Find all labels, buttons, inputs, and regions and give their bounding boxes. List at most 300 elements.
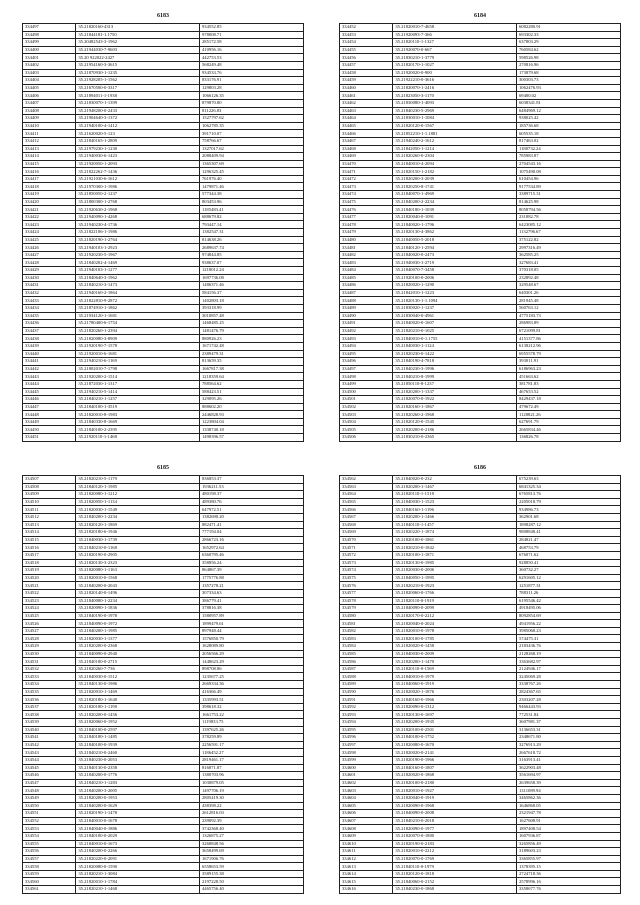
cell-code: 35.21840030-1-1523	[393, 498, 517, 506]
cell-value: 6484969.12	[517, 107, 621, 115]
cell-value: 307334.63	[200, 589, 304, 597]
table-row	[23, 99, 304, 107]
table-row	[23, 476, 304, 484]
cell-value: 1936211.53	[200, 483, 304, 491]
cell-id: 334530	[23, 650, 76, 658]
table-row	[340, 832, 621, 840]
cell-value: 1030879.05	[200, 779, 304, 787]
data-table	[22, 23, 304, 442]
cell-value: 1326875.27	[200, 832, 304, 840]
table-row	[23, 650, 304, 658]
table-row	[23, 559, 304, 567]
table-row	[23, 544, 304, 552]
cell-code: 35.21840202-4-1469	[76, 259, 200, 267]
table-row	[340, 589, 621, 597]
table-row	[340, 84, 621, 92]
cell-code: 35.21979230-1-1230	[76, 145, 200, 153]
cell-id: 334439	[23, 342, 76, 350]
table-row	[23, 77, 304, 85]
cell-value: 410956.16	[200, 46, 304, 54]
table-row	[340, 403, 621, 411]
cell-value: 4151377.86	[517, 335, 621, 343]
cell-code: 35.21840010-0-1673	[76, 840, 200, 848]
cell-code: 35.21820020-0-2141	[393, 749, 517, 757]
table-row	[23, 403, 304, 411]
cell-id: 334558	[23, 863, 76, 871]
cell-code: 35.21820210-1-3084	[76, 870, 200, 878]
cell-value: 185736.68	[517, 122, 621, 130]
cell-id: 334564	[340, 491, 393, 499]
cell-value: 785983.87	[517, 153, 621, 161]
cell-code: 35.21820260-0-2304	[393, 153, 517, 161]
table-row	[340, 779, 621, 787]
cell-value: 2128268.19	[517, 650, 621, 658]
table-row	[23, 711, 304, 719]
cell-id: 334428	[23, 259, 76, 267]
cell-value: 3268848.56	[200, 840, 304, 848]
cell-id: 334464	[340, 115, 393, 123]
cell-code: 35.21820010-1-1784	[76, 878, 200, 886]
cell-code: 35.21940230-4-1736	[76, 221, 200, 229]
cell-value: 574475.31	[517, 635, 621, 643]
cell-id: 334476	[340, 206, 393, 214]
cell-value: 1481476.79	[200, 327, 304, 335]
table-row	[23, 175, 304, 183]
table-row	[340, 855, 621, 863]
cell-value: 627691.79	[517, 418, 621, 426]
cell-id: 334581	[340, 620, 393, 628]
cell-value: 675239.63	[517, 476, 621, 484]
cell-id: 334551	[23, 810, 76, 818]
table-row	[340, 703, 621, 711]
table-row	[23, 582, 304, 590]
cell-code: 35.21840090-0-2099	[393, 605, 517, 613]
cell-value: 568249.48	[200, 61, 304, 69]
table-row	[340, 130, 621, 138]
cell-id: 334452	[340, 24, 393, 32]
cell-code: 35.21820010-0-2212	[393, 848, 517, 856]
cell-code: 35.21822106-1-1986	[76, 229, 200, 237]
cell-code: 35.21830010-1-1084	[393, 115, 517, 123]
table-row	[340, 327, 621, 335]
cell-code: 35.21940100-4-1412	[76, 122, 200, 130]
cell-id: 334550	[23, 802, 76, 810]
cell-code: 35.21820030-0-2006	[393, 567, 517, 575]
cell-id: 334495	[340, 350, 393, 358]
cell-code: 35.21820200-3-2039	[393, 175, 517, 183]
cell-value: 1338740.18	[200, 426, 304, 434]
cell-value: 6038341.81	[517, 99, 621, 107]
cell-id: 334576	[340, 582, 393, 590]
cell-id: 334458	[340, 69, 393, 77]
table-row	[340, 137, 621, 145]
cell-code: 35.21820140-0-1496	[76, 589, 200, 597]
cell-value: 239092.39	[200, 817, 304, 825]
cell-id: 334612	[340, 855, 393, 863]
table-row	[340, 544, 621, 552]
table-row	[340, 69, 621, 77]
cell-code: 35.21830020-1-1237	[393, 304, 517, 312]
table-row	[340, 373, 621, 381]
cell-value: 1128821.26	[517, 411, 621, 419]
data-table	[339, 475, 621, 894]
table-row	[23, 31, 304, 39]
cell-id: 334466	[340, 130, 393, 138]
cell-code: 35.21944030-7-9603	[76, 46, 200, 54]
cell-value: 6195546.42	[517, 597, 621, 605]
cell-code: 35.21820200-1-1337	[393, 388, 517, 396]
cell-id: 334412	[23, 137, 76, 145]
table-row	[340, 267, 621, 275]
cell-code: 35.21820210-0-1025	[393, 327, 517, 335]
cell-code: 35.21820020-0-1458	[393, 643, 517, 651]
cell-code: 35.21820010-7-4658	[393, 24, 517, 32]
cell-id: 334587	[340, 665, 393, 673]
cell-value: 1218359.64	[200, 373, 304, 381]
cell-value: 173879.68	[517, 69, 621, 77]
table-row	[340, 787, 621, 795]
cell-code: 35.21820060-0-1952	[76, 719, 200, 727]
cell-value: 1397625.26	[200, 726, 304, 734]
cell-code: 35.21822262-7-1436	[76, 168, 200, 176]
cell-code: 35.21840020-0-2473	[393, 251, 517, 259]
table-row	[23, 388, 304, 396]
cell-code: 35.21802010-7-1798	[76, 365, 200, 373]
cell-value: 375122.82	[517, 236, 621, 244]
cell-code: 35.21840100-1-3519	[76, 403, 200, 411]
cell-value: 360732.27	[517, 567, 621, 575]
cell-value: 1628089.80	[200, 643, 304, 651]
cell-id: 334556	[23, 848, 76, 856]
table-row	[23, 567, 304, 575]
cell-id: 334592	[340, 703, 393, 711]
cell-code: 35.21820220-1-1874	[393, 529, 517, 537]
cell-value: 3189603.23	[517, 848, 621, 856]
table-row	[23, 244, 304, 252]
cell-id: 334524	[23, 605, 76, 613]
cell-id: 334455	[340, 46, 393, 54]
cell-code: 35.21840210-0-1168	[76, 544, 200, 552]
cell-id: 334507	[23, 476, 76, 484]
table-row	[23, 696, 304, 704]
cell-id: 334489	[340, 304, 393, 312]
cell-id: 334536	[23, 696, 76, 704]
cell-value: 938025.42	[517, 115, 621, 123]
table-row	[340, 794, 621, 802]
cell-code: 35.21920010-6-1681	[76, 350, 200, 358]
table-row	[23, 297, 304, 305]
cell-id: 334514	[23, 529, 76, 537]
cell-value: 938637.07	[200, 259, 304, 267]
cell-value: 232892.48	[517, 274, 621, 282]
table-row	[23, 574, 304, 582]
cell-value: 1498396.57	[200, 434, 304, 442]
cell-code: 35.21870930-1-1235	[76, 69, 200, 77]
cell-value: 378816.38	[200, 605, 304, 613]
cell-code: 35.21820070-1-2416	[393, 84, 517, 92]
cell-value: 468753.79	[517, 544, 621, 552]
cell-code: 35.21820100-0-2501	[393, 726, 517, 734]
cell-code: 35.21820190-1-1478	[76, 810, 200, 818]
table-row	[340, 551, 621, 559]
cell-code: 35.21840200-0-2266	[76, 848, 200, 856]
cell-value: 286983.89	[517, 320, 621, 328]
table-row	[340, 175, 621, 183]
cell-id: 334479	[340, 229, 393, 237]
cell-code: 35.21840100-0-1752	[393, 734, 517, 742]
cell-code: 35.21840020-0-1607	[393, 320, 517, 328]
cell-id: 334475	[340, 198, 393, 206]
cell-value: 1580957.89	[200, 612, 304, 620]
cell-id: 334568	[340, 521, 393, 529]
cell-value: 479672.49	[517, 403, 621, 411]
cell-id: 334541	[23, 734, 76, 742]
table-row	[340, 643, 621, 651]
table-row	[23, 506, 304, 514]
table-row	[23, 137, 304, 145]
table-panel-6184	[339, 12, 621, 442]
cell-value: 1468485.25	[200, 320, 304, 328]
cell-value: 270816.96	[517, 61, 621, 69]
cell-code: 35.21820200-0-2368	[76, 643, 200, 651]
cell-value: 6765813.76	[517, 491, 621, 499]
cell-value: 2303207.28	[517, 696, 621, 704]
cell-code: 35.21800300-1-2768	[76, 198, 200, 206]
cell-code: 35.21840010-0-1.1755	[393, 335, 517, 343]
cell-value: 2056566.29	[200, 650, 304, 658]
cell-value: 3589155.38	[200, 870, 304, 878]
cell-value: 758766.67	[200, 137, 304, 145]
cell-code: 35.21840070-7-3458	[393, 267, 517, 275]
cell-value: 327683.41	[517, 259, 621, 267]
cell-value: 897948.44	[200, 627, 304, 635]
cell-value: 803453.96	[200, 198, 304, 206]
cell-value: 6423085.12	[517, 221, 621, 229]
cell-value: 817463.02	[517, 137, 621, 145]
table-row	[23, 380, 304, 388]
cell-id: 334462	[340, 99, 393, 107]
table-row	[340, 46, 621, 54]
cell-id: 334601	[340, 772, 393, 780]
cell-id: 334557	[23, 855, 76, 863]
cell-code: 35.21820210-0-1923	[393, 582, 517, 590]
table-panel-6183	[22, 12, 304, 442]
cell-value: 370318.05	[517, 267, 621, 275]
table-row	[23, 635, 304, 643]
table-row	[23, 627, 304, 635]
table-panel-6185	[22, 464, 304, 894]
cell-id: 334589	[340, 681, 393, 689]
cell-value: 1607936.87	[517, 832, 621, 840]
table-row	[23, 491, 304, 499]
table-row	[23, 145, 304, 153]
cell-id: 334501	[340, 396, 393, 404]
table-row	[340, 221, 621, 229]
cell-value: 1357278.21	[200, 582, 304, 590]
table-row	[340, 726, 621, 734]
cell-id: 334604	[340, 794, 393, 802]
cell-id: 334509	[23, 491, 76, 499]
cell-value: 2724718.36	[517, 870, 621, 878]
table-row	[340, 840, 621, 848]
cell-value: 2805419.30	[200, 794, 304, 802]
cell-value: 1627608.91	[517, 817, 621, 825]
table-row	[340, 810, 621, 818]
table-row	[340, 411, 621, 419]
cell-id: 334578	[340, 597, 393, 605]
cell-code: 35.21820170-0-2212	[393, 612, 517, 620]
table-row	[340, 251, 621, 259]
cell-code: 35.21840070-1-4969	[393, 191, 517, 199]
table-row	[23, 213, 304, 221]
cell-value: 1646868.05	[517, 802, 621, 810]
cell-id: 334582	[340, 627, 393, 635]
cell-id: 334505	[340, 426, 393, 434]
cell-value: 6841325.34	[517, 483, 621, 491]
table-row	[340, 749, 621, 757]
cell-id: 334463	[340, 107, 393, 115]
cell-code: 35.21920070-0-667	[393, 46, 517, 54]
cell-id: 334549	[23, 794, 76, 802]
cell-code: 35.21840200-0-1629	[76, 802, 200, 810]
cell-id: 334502	[340, 403, 393, 411]
cell-code: 35.21840640-3-1962	[76, 274, 200, 282]
cell-code: 35.21820200-0-2186	[393, 426, 517, 434]
table-row	[23, 513, 304, 521]
cell-value: 978008.71	[200, 31, 304, 39]
table-row	[23, 681, 304, 689]
cell-id: 334559	[23, 870, 76, 878]
cell-value: 3985068.23	[517, 627, 621, 635]
table-panel-6186	[339, 464, 621, 894]
cell-value: 772531.84	[517, 711, 621, 719]
cell-id: 334460	[340, 84, 393, 92]
table-row	[23, 107, 304, 115]
cell-value: 8058794.56	[517, 206, 621, 214]
cell-id: 334614	[340, 870, 393, 878]
cell-value: 9177534.89	[517, 183, 621, 191]
cell-code: 35.21920110-1-1468	[76, 434, 200, 442]
table-row	[340, 31, 621, 39]
cell-value: 864867.39	[200, 567, 304, 575]
cell-code: 35.21840200-1-1985	[76, 627, 200, 635]
cell-value: 1062785.35	[200, 122, 304, 130]
cell-value: 1652972.64	[200, 544, 304, 552]
cell-code: 35.21940160-2-1864	[76, 289, 200, 297]
table-row	[340, 817, 621, 825]
cell-code: 35.21920200-2-1514	[76, 373, 200, 381]
table-row	[340, 688, 621, 696]
cell-value: 231882.78	[517, 213, 621, 221]
table-row	[340, 342, 621, 350]
table-row	[340, 380, 621, 388]
cell-code: 35.21820190-0-2183	[393, 840, 517, 848]
table-row	[340, 582, 621, 590]
table-row	[23, 779, 304, 787]
cell-id: 334593	[340, 711, 393, 719]
cell-code: 35.21830210-0-2365	[393, 434, 517, 442]
table-row	[23, 483, 304, 491]
cell-code: 35.21840010-0-1979	[393, 673, 517, 681]
table-row	[340, 396, 621, 404]
cell-code: 35.21948200-0-2433	[76, 107, 200, 115]
table-row	[340, 153, 621, 161]
cell-id: 334527	[23, 627, 76, 635]
cell-code: 35.21920190-7-1578	[76, 342, 200, 350]
cell-code: 35.21920020-0-900	[393, 69, 517, 77]
cell-value: 836853.37	[200, 476, 304, 484]
cell-code: 35.21921030-6-1612	[76, 175, 200, 183]
cell-code: 35.21820040-0-1919	[393, 794, 517, 802]
cell-value: 1382547.31	[200, 229, 304, 237]
table-row	[340, 529, 621, 537]
cell-id: 334477	[340, 213, 393, 221]
cell-id: 334445	[23, 388, 76, 396]
table-row	[23, 620, 304, 628]
table-row	[23, 863, 304, 871]
cell-value: 814638.26	[200, 236, 304, 244]
cell-value: 2669334.36	[200, 681, 304, 689]
table-row	[23, 274, 304, 282]
cell-id: 334603	[340, 787, 393, 795]
table-row	[23, 498, 304, 506]
cell-code: 35.21820090-0-1968	[393, 802, 517, 810]
cell-code: 35.21820110-1-1518	[393, 491, 517, 499]
table-row	[340, 274, 621, 282]
table-row	[23, 183, 304, 191]
cell-value: 2348671.80	[517, 734, 621, 742]
cell-code: 35.21820200-0-1456	[76, 711, 200, 719]
cell-value: 788564.62	[200, 380, 304, 388]
table-row	[23, 817, 304, 825]
cell-id: 334606	[340, 810, 393, 818]
cell-code: 35.21920050-1-2093	[76, 160, 200, 168]
cell-id: 334545	[23, 764, 76, 772]
cell-code: 35.21820210-1-1468	[76, 886, 200, 894]
cell-code: 35.21820120-0-1545	[393, 418, 517, 426]
cell-id: 334490	[340, 312, 393, 320]
cell-id: 334494	[340, 342, 393, 350]
cell-value: 934552.85	[200, 24, 304, 32]
table-row	[23, 304, 304, 312]
cell-value: 974844.85	[200, 251, 304, 259]
cell-value: 69400.02	[517, 92, 621, 100]
table-row	[340, 122, 621, 130]
cell-value: 788311.26	[517, 589, 621, 597]
cell-id: 334519	[23, 567, 76, 575]
cell-code: 35.21940030-1-2719	[393, 259, 517, 267]
table-row	[340, 848, 621, 856]
cell-id: 334543	[23, 749, 76, 757]
cell-id: 334426	[23, 244, 76, 252]
cell-value: 398618.32	[200, 703, 304, 711]
table-row	[23, 589, 304, 597]
cell-value: 329095.26	[200, 396, 304, 404]
cell-id: 334526	[23, 620, 76, 628]
cell-value: 3010857.48	[200, 312, 304, 320]
cell-id: 334443	[23, 373, 76, 381]
cell-id: 334534	[23, 681, 76, 689]
cell-id: 334574	[340, 567, 393, 575]
cell-value: 1180732.24	[517, 145, 621, 153]
cell-id: 334414	[23, 153, 76, 161]
cell-value: 1062476.93	[517, 84, 621, 92]
cell-id: 334472	[340, 175, 393, 183]
cell-value: 1899479.61	[200, 620, 304, 628]
cell-value: 1527797.62	[200, 115, 304, 123]
cell-id: 334425	[23, 236, 76, 244]
cell-id: 334485	[340, 274, 393, 282]
